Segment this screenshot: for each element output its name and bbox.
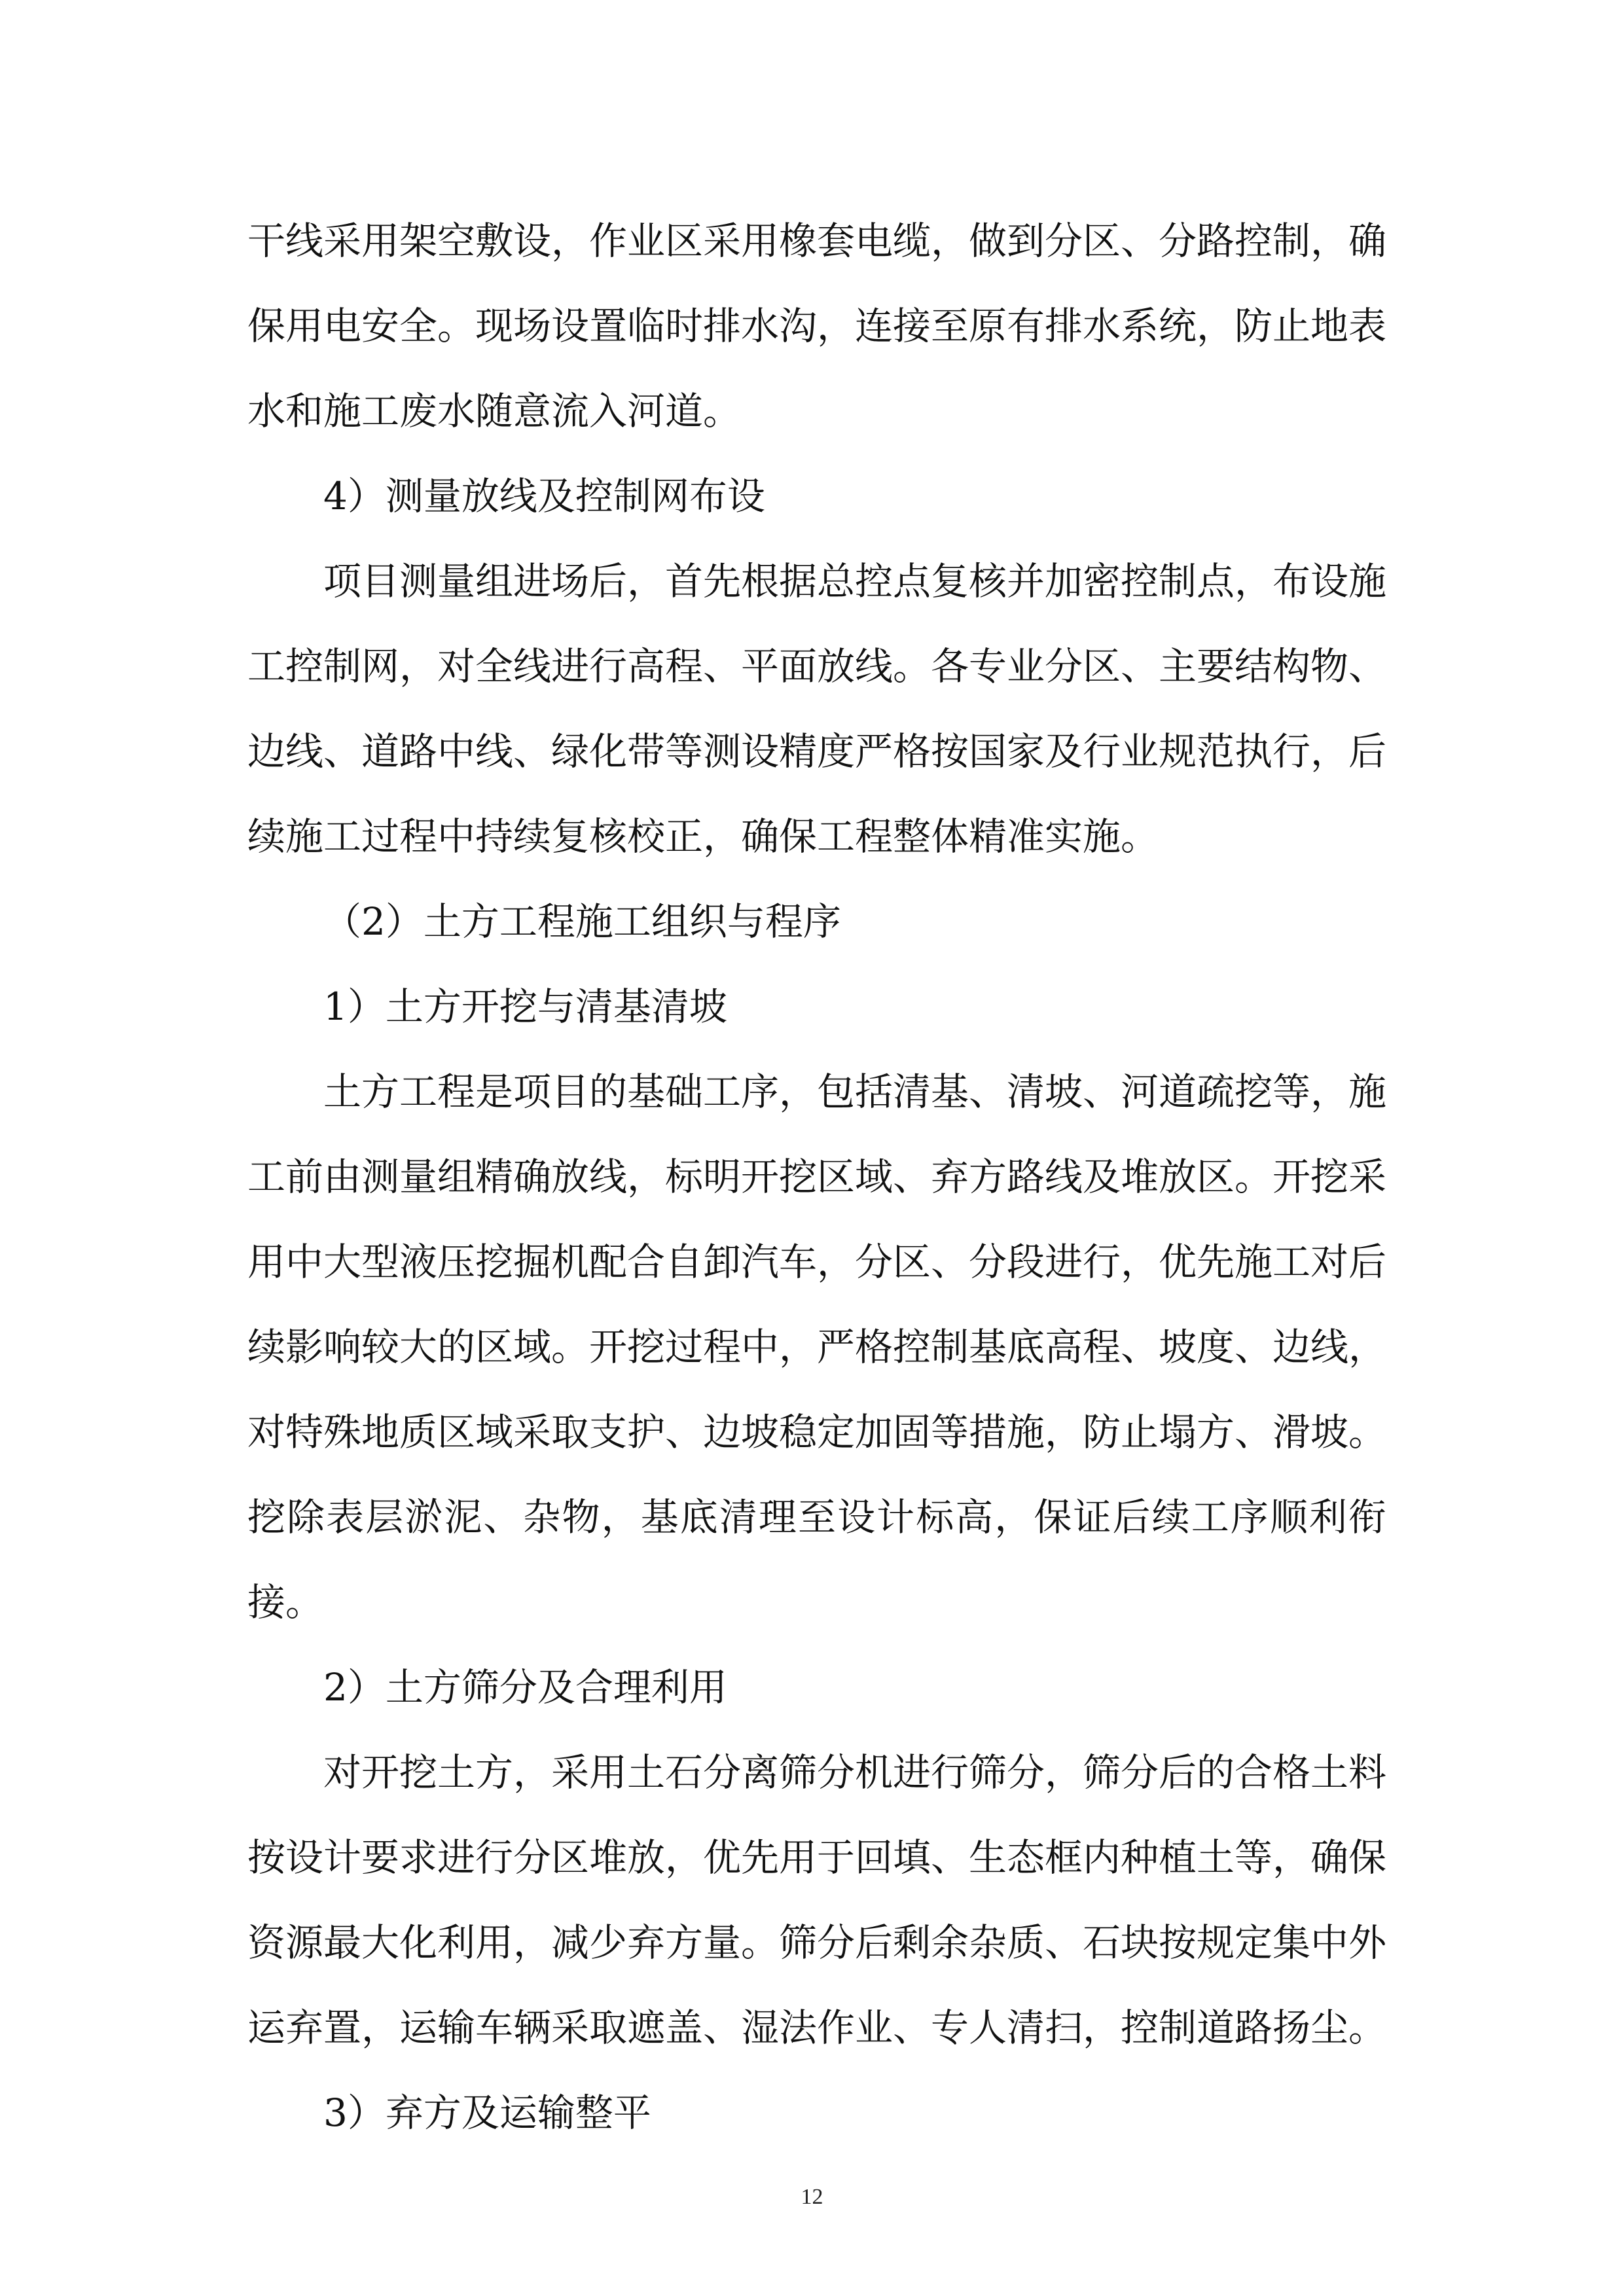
heading-spoil-transport: 3）弃方及运输整平 <box>323 2090 651 2135</box>
heading-earthwork-organization: （2）土方工程施工组织与程序 <box>323 899 841 944</box>
heading-survey-control-network: 4）测量放线及控制网布设 <box>323 474 765 518</box>
paragraph-excavation-clearing: 土方工程是项目的基础工序，包括清基、清坡、河道疏挖等，施工前由测量组精确放线，标明开挖区域、弃方路线及堆放区。开挖采用中大型液压挖掘机配合自卸汽车，分区、分段进行，优先施工对后续影响较大的区域。开挖过程中，严格控制基底高程、坡度、边线，对特殊地质区域采取支护、边坡稳定加固等措施，防止塌方、滑坡。挖除表层淤泥、杂物，基底清理至设计标高，保证后续工序顺利衔接。 <box>247 1069 1387 1624</box>
paragraph-soil-screening: 对开挖土方，采用土石分离筛分机进行筛分，筛分后的合格土料按设计要求进行分区堆放，优先用于回填、生态框内种植土等，确保资源最大化利用，减少弃方量。筛分后剩余杂质、石块按规定集中外运弃置，运输车辆采取遮盖、湿法作业、专人清扫，控制道路扬尘。 <box>247 1750 1387 2050</box>
heading-excavation-clearing: 1）土方开挖与清基清坡 <box>323 984 727 1029</box>
paragraph-survey-control-network: 项目测量组进场后，首先根据总控点复核并加密控制点，布设施工控制网，对全线进行高程、平面放线。各专业分区、主要结构物、边线、道路中线、绿化带等测设精度严格按国家及行业规范执行，后续施工过程中持续复核校正，确保工程整体精准实施。 <box>247 559 1387 859</box>
page-number: 12 <box>801 2185 823 2209</box>
body-text <box>247 198 1386 2155</box>
heading-soil-screening: 2）土方筛分及合理利用 <box>323 1665 727 1710</box>
paragraph-power-drainage: 干线采用架空敷设，作业区采用橡套电缆，做到分区、分路控制，确保用电安全。现场设置临时排水沟，连接至原有排水系统，防止地表水和施工废水随意流入河道。 <box>247 219 1387 433</box>
